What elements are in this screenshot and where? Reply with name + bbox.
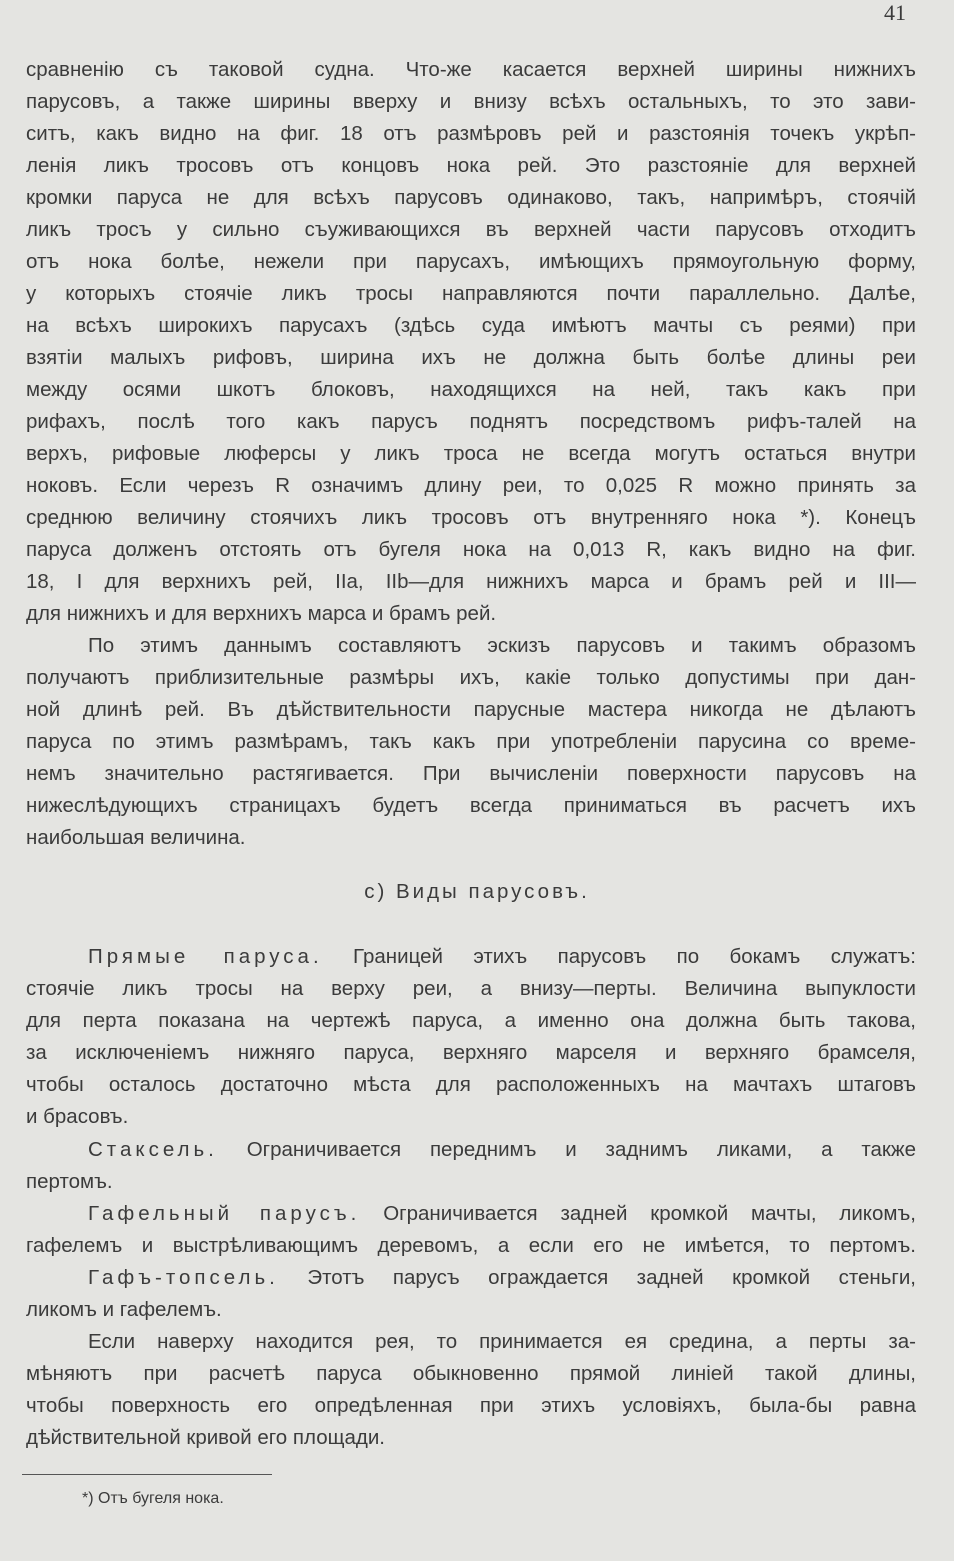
text-line (26, 1422, 916, 1454)
line-text: нижеслѣдующихъ страницахъ будетъ всегда приниматься въ расчетъ ихъ (26, 794, 916, 817)
text-line (26, 790, 916, 822)
text-line (26, 310, 916, 342)
page-number: 41 (884, 0, 906, 25)
line-text: По этимъ даннымъ составляютъ эскизъ парусовъ и такимъ образомъ (88, 634, 916, 657)
text-line (26, 1134, 916, 1166)
text-line (26, 182, 916, 214)
text-line (26, 566, 916, 598)
line-text: Этотъ парусъ ограждается задней кромкой стеньги, (278, 1266, 916, 1289)
section-heading: с) Виды парусовъ. (364, 880, 590, 903)
line-text: ленія ликъ тросовъ отъ концовъ нока рей. Это разстояніе для верхней (26, 154, 916, 177)
text-line (26, 278, 916, 310)
text-line (26, 502, 916, 534)
line-text: наибольшая величина. (26, 826, 246, 849)
text-line (26, 1326, 916, 1358)
line-text: чтобы поверхность его опредѣленная при этихъ условіяхъ, была-бы равна (26, 1394, 916, 1417)
paragraph-sketch (26, 630, 916, 854)
line-text: рифахъ, послѣ того какъ парусъ поднятъ посредствомъ рифъ-талей на (26, 410, 916, 433)
text-line (26, 726, 916, 758)
line-text: кромки паруса не для всѣхъ парусовъ одинаково, такъ, напримѣръ, стоячій (26, 186, 916, 209)
text-line (26, 758, 916, 790)
line-text: ликомъ и гафелемъ. (26, 1298, 222, 1321)
line-text: взятіи малыхъ рифовъ, ширина ихъ не должна быть болѣе длины реи (26, 346, 916, 369)
line-text: ликъ тросъ у сильно съуживающихся въ верхней части парусовъ отходитъ (26, 218, 916, 241)
text-line (26, 1005, 916, 1037)
line-text: ноковъ. Если черезъ R означимъ длину реи, то 0,025 R можно принять за (26, 474, 916, 497)
line-text: и брасовъ. (26, 1105, 129, 1128)
line-text: стоячіе ликъ тросы на верху реи, а внизу—перты. Величина выпуклости (26, 977, 916, 1000)
spaced-term: Гафельный парусъ. (88, 1202, 361, 1225)
paragraph-staysail (26, 1134, 916, 1198)
text-line (26, 662, 916, 694)
line-text: немъ значительно растягивается. При вычисленіи поверхности парусовъ на (26, 762, 916, 785)
line-text: для нижнихъ и для верхнихъ марса и брамъ рей. (26, 602, 497, 625)
text-line (26, 822, 916, 854)
paragraph-gaff-sail (26, 1198, 916, 1262)
text-line (26, 1294, 916, 1326)
paragraph-yard-above (26, 1326, 916, 1454)
line-text: пертомъ. (26, 1170, 113, 1193)
text-line (26, 406, 916, 438)
line-text: получаютъ приблизительные размѣры ихъ, какіе только допустимы при дан- (26, 666, 916, 689)
text-line (26, 86, 916, 118)
line-text: среднюю величину стоячихъ ликъ тросовъ отъ внутренняго нока *). Конецъ (26, 506, 916, 529)
line-text: у которыхъ стоячіе ликъ тросы направляются почти параллельно. Далѣе, (26, 282, 916, 305)
footnote-divider (22, 1474, 272, 1475)
line-text: между осями шкотъ блоковъ, находящихся на ней, такъ какъ при (26, 378, 916, 401)
text-line (26, 1230, 916, 1262)
text-line (26, 1198, 916, 1230)
line-text: ной длинѣ рей. Въ дѣйствительности парусные мастера никогда не дѣлаютъ (26, 698, 916, 721)
footnote: *) Отъ бугеля нока. (82, 1490, 224, 1507)
paragraph-gaff-topsail (26, 1262, 916, 1326)
text-line (26, 118, 916, 150)
text-line (26, 1101, 916, 1133)
line-text: Границей этихъ парусовъ по бокамъ служатъ: (322, 945, 916, 968)
line-text: ситъ, какъ видно на фиг. 18 отъ размѣровъ рей и разстоянія точекъ укрѣп- (26, 122, 916, 145)
text-line (26, 342, 916, 374)
line-text: гафелемъ и выстрѣливающимъ деревомъ, а если его не имѣется, то пертомъ. (26, 1234, 916, 1257)
line-text: за исключеніемъ нижняго паруса, верхняго марселя и верхняго брамселя, (26, 1041, 916, 1064)
text-line (26, 1358, 916, 1390)
line-text: мѣняютъ при расчетѣ паруса обыкновенно прямой линіей такой длины, (26, 1362, 916, 1385)
text-line (26, 246, 916, 278)
line-text: паруса по этимъ размѣрамъ, такъ какъ при употребленіи парусина со време- (26, 730, 916, 753)
line-text: верхъ, рифовые люферсы у ликъ троса не всегда могутъ остаться внутри (26, 442, 916, 465)
text-line (26, 534, 916, 566)
line-text: 18, I для верхнихъ рей, IIa, IIb—для нижнихъ марса и брамъ рей и III— (26, 570, 916, 593)
line-text: Ограничивается переднимъ и заднимъ ликами, а также (217, 1138, 916, 1161)
text-line (26, 150, 916, 182)
line-text: Ограничивается задней кромкой мачты, ликомъ, (360, 1202, 916, 1225)
line-text: Если наверху находится рея, то принимается ея средина, а перты за- (88, 1330, 916, 1353)
text-line (26, 973, 916, 1005)
text-line (26, 374, 916, 406)
line-text: парусовъ, а также ширины вверху и внизу всѣхъ остальныхъ, то это зави- (26, 90, 916, 113)
line-text: паруса долженъ отстоять отъ бугеля нока на 0,013 R, какъ видно на фиг. (26, 538, 916, 561)
text-line (26, 630, 916, 662)
spaced-term: Прямые паруса. (88, 945, 323, 968)
text-line (26, 470, 916, 502)
text-line (26, 694, 916, 726)
text-line (26, 54, 916, 86)
text-line (26, 598, 916, 630)
line-text: отъ нока болѣе, нежели при парусахъ, имѣющихъ прямоугольную форму, (26, 250, 916, 273)
line-text: сравненію съ таковой судна. Что-же касается верхней ширины нижнихъ (26, 58, 916, 81)
line-text: чтобы осталось достаточно мѣста для расположенныхъ на мачтахъ штаговъ (26, 1073, 916, 1096)
text-line (26, 1069, 916, 1101)
paragraph-square-sails (26, 941, 916, 1133)
text-line (26, 1262, 916, 1294)
text-line (26, 214, 916, 246)
spaced-term: Гафъ-топсель. (88, 1266, 279, 1289)
line-text: дѣйствительной кривой его площади. (26, 1426, 385, 1449)
text-line (26, 1390, 916, 1422)
spaced-term: Стаксель. (88, 1138, 218, 1161)
line-text: на всѣхъ широкихъ парусахъ (здѣсь суда имѣютъ мачты съ реями) при (26, 314, 916, 337)
text-line (26, 1037, 916, 1069)
line-text: для перта показана на чертежѣ паруса, а именно она должна быть такова, (26, 1009, 916, 1032)
text-line (26, 1166, 916, 1198)
text-line (26, 438, 916, 470)
text-line (26, 941, 916, 973)
paragraph-sail-widths (26, 54, 916, 630)
